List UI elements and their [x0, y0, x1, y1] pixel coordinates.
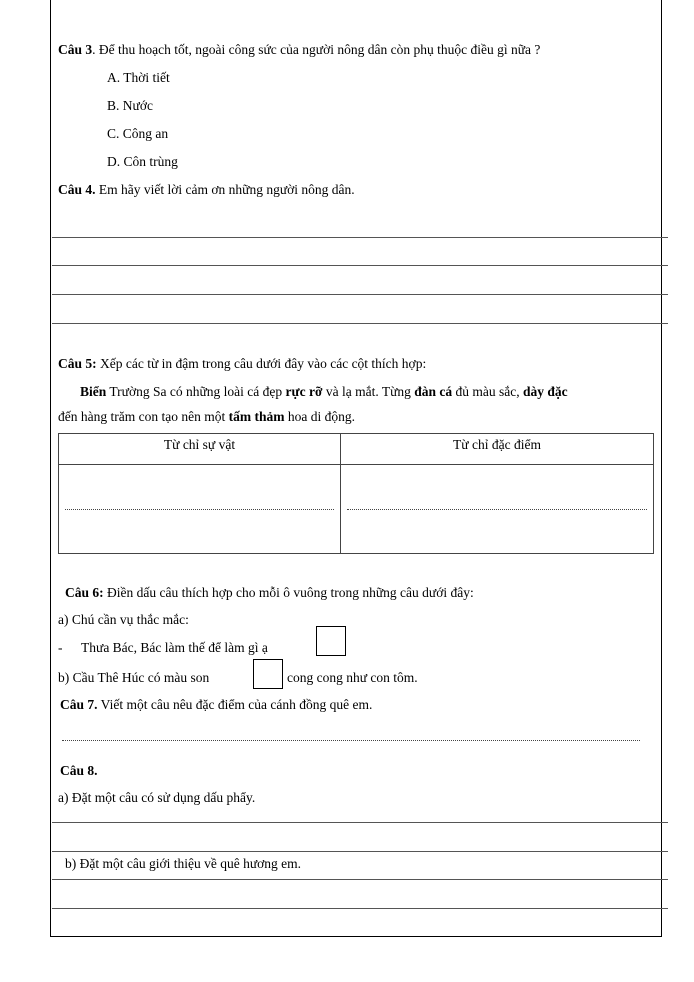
question-5-label: Câu 5: [58, 356, 97, 371]
answer-cell-things[interactable] [59, 465, 341, 554]
answer-line[interactable] [52, 265, 668, 266]
question-8 [60, 763, 98, 779]
option-d[interactable]: D. Côn trùng [107, 154, 178, 169]
answer-cell-traits[interactable] [341, 465, 654, 554]
question-6-text: Điền dấu câu thích hợp cho mỗi ô vuông trong những câu dưới đây: [103, 585, 474, 600]
bold-word: Biển [80, 384, 107, 399]
sentence-text: đến hàng trăm con tạo nên một [58, 409, 229, 424]
column-header-traits: Từ chỉ đặc điểm [341, 434, 654, 465]
question-6-label: Câu 6: [65, 585, 104, 600]
sentence-text: đủ màu sắc, [452, 384, 524, 399]
bold-word: đàn cá [414, 384, 453, 399]
answer-line[interactable] [52, 237, 668, 238]
bold-word: tấm thảm [228, 409, 285, 424]
punctuation-box-2[interactable] [253, 659, 283, 689]
bold-word: rực rỡ [285, 384, 323, 399]
option-a[interactable]: A. Thời tiết [107, 70, 170, 85]
question-7-label: Câu 7. [60, 697, 98, 712]
classification-table [58, 433, 654, 554]
option-b[interactable]: B. Nước [107, 98, 153, 113]
answer-line[interactable] [52, 908, 668, 909]
answer-line[interactable] [52, 851, 668, 852]
sentence-text: hoa di động. [284, 409, 355, 424]
column-header-things: Từ chỉ sự vật [59, 434, 341, 465]
dotted-answer-line[interactable] [62, 740, 640, 741]
question-5-sentence-line2 [58, 409, 355, 425]
question-3-text: . Để thu hoạch tốt, ngoài công sức của người nông dân còn phụ thuộc điều gì nữa ? [92, 42, 541, 57]
question-5-text: Xếp các từ in đậm trong câu dưới đây vào các cột thích hợp: [96, 356, 427, 371]
question-8-label: Câu 8. [60, 763, 98, 778]
question-6-b-before: b) Cầu Thê Húc có màu son [58, 670, 210, 685]
option-c[interactable]: C. Công an [107, 126, 169, 141]
question-4-label: Câu 4. [58, 182, 96, 197]
dotted-answer-line [65, 509, 334, 510]
question-6 [65, 585, 474, 601]
question-8-a: a) Đặt một câu có sử dụng dấu phẩy. [58, 790, 256, 805]
question-7 [60, 697, 372, 713]
answer-line[interactable] [52, 822, 668, 823]
question-5-sentence-line1 [80, 384, 568, 400]
question-7-text: Viết một câu nêu đặc điểm của cánh đồng quê em. [97, 697, 373, 712]
dotted-answer-line [347, 509, 647, 510]
question-6-a: a) Chú cần vụ thắc mắc: [58, 612, 189, 627]
question-8-b: b) Đặt một câu giới thiệu về quê hương em. [65, 856, 302, 871]
question-5 [58, 356, 426, 372]
question-4-text: Em hãy viết lời cảm ơn những người nông dân. [95, 182, 355, 197]
bold-word: dày đặc [523, 384, 568, 399]
question-6-dash-text: Thưa Bác, Bác làm thế để làm gì ạ [81, 640, 268, 655]
punctuation-box-1[interactable] [316, 626, 346, 656]
answer-line[interactable] [52, 879, 668, 880]
question-6-dash: - [58, 640, 63, 655]
answer-line[interactable] [52, 294, 668, 295]
question-4 [58, 182, 355, 198]
sentence-text: Trường Sa có những loài cá đẹp [106, 384, 286, 399]
sentence-text: và lạ mắt. Từng [322, 384, 415, 399]
question-6-b-after: cong cong như con tôm. [287, 670, 418, 685]
question-3-label: Câu 3 [58, 42, 93, 57]
answer-line[interactable] [52, 323, 668, 324]
question-3 [58, 42, 540, 58]
